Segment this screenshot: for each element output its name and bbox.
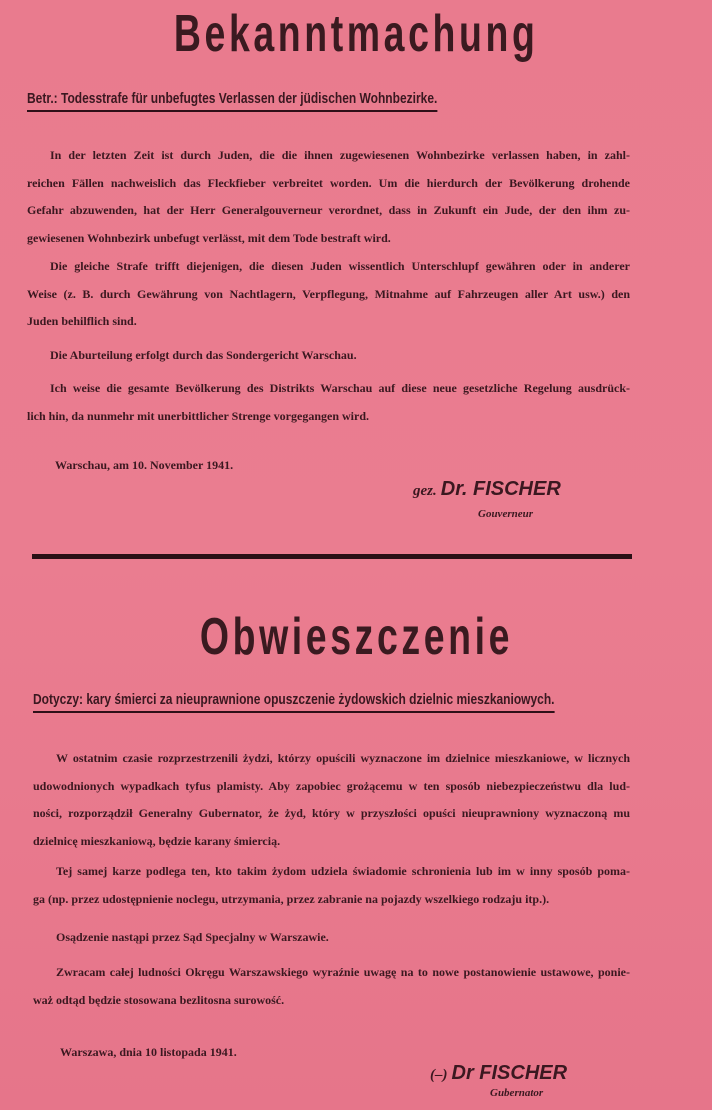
text-line: In der letzten Zeit ist durch Juden, die die ihnen zugewiesenen Wohnbezirke verlassen haben, in zahl- [50, 148, 630, 162]
german-signature: gez. Dr. FISCHER [413, 478, 561, 500]
german-paragraph-4 [27, 375, 630, 430]
german-date: Warschau, am 10. November 1941. [55, 458, 234, 472]
text-line: udowodnionych wypadkach tyfus plamisty. Aby zapobiec grożącemu w ten sposób niebezpieczeństwu dla lud- [33, 778, 630, 793]
text-line: ga (np. przez udostępnienie noclegu, utrzymania, przez zabranie na pojazdy wszelkiego rodzaju itp.). [33, 891, 550, 906]
german-subject: Betr.: Todesstrafe für unbefugtes Verlassen der jüdischen Wohnbezirke. [27, 90, 437, 112]
polish-paragraph-4 [33, 959, 630, 1014]
text-line: Gefahr abzuwenden, hat der Herr Generalgouverneur verordnet, dass in Zukunft ein Jude, der den ihm zu- [27, 203, 630, 217]
text-line: waż odtąd będzie stosowana bezlitosna surowość. [33, 992, 285, 1007]
text-line: Tej samej karze podlega ten, kto takim żydom udziela świadomie schronienia lub im w inny sposób poma- [56, 864, 630, 878]
text-line: lich hin, da nunmehr mit unerbittlicher Strenge vorgegangen wird. [27, 408, 370, 423]
section-divider [32, 554, 632, 559]
text-line: Zwracam całej ludności Okręgu Warszawskiego wyraźnie uwagę na to nowe postanowienie ustawowe, ponie- [56, 965, 630, 979]
polish-paragraph-2 [33, 858, 630, 913]
text-line: dzielnicę mieszkaniową, będzie karany śmiercią. [33, 833, 281, 848]
polish-signature-role: Gubernator [490, 1087, 544, 1099]
text-line: Osądzenie nastąpi przez Sąd Specjalny w Warszawie. [56, 930, 329, 944]
polish-subject: Dotyczy: kary śmierci za nieuprawnione opuszczenie żydowskich dzielnic mieszkaniowych. [33, 691, 555, 713]
text-line: Weise (z. B. durch Gewährung von Nachtlagern, Verpflegung, Mitnahme auf Fahrzeugen aller Art usw.) den [27, 286, 630, 301]
text-line: Die Aburteilung erfolgt durch das Sondergericht Warschau. [50, 348, 357, 362]
german-signature-role: Gouverneur [478, 508, 534, 520]
text-line: ności, rozporządził Generalny Gubernator, że żyd, który w przyszłości opuści nieuprawniony wyznaczoną mu [33, 806, 630, 820]
text-line: Juden behilflich sind. [27, 314, 137, 328]
text-line: Die gleiche Strafe trifft diejenigen, die diesen Juden wissentlich Unterschlupf gewähren oder in anderer [50, 259, 630, 273]
polish-date: Warszawa, dnia 10 listopada 1941. [60, 1045, 237, 1059]
german-paragraph-3 [27, 342, 630, 370]
german-paragraph-2 [27, 253, 630, 336]
german-paragraph-1 [27, 142, 630, 252]
polish-paragraph-3 [33, 924, 630, 952]
polish-paragraph-1 [33, 745, 630, 855]
polish-title: Obwieszczenie [199, 608, 513, 666]
text-line: W ostatnim czasie rozprzestrzenili żydzi, którzy opuścili wyznaczone im dzielnice mieszkaniowe, w licznych [56, 751, 630, 765]
polish-signature: (–) Dr FISCHER [430, 1062, 568, 1084]
text-line: reichen Fällen nachweislich das Fleckfieber verbreitet worden. Um die hierdurch der Bevölkerung drohende [27, 175, 630, 190]
text-line: gewiesenen Wohnbezirk unbefugt verlässt, mit dem Tode bestraft wird. [27, 230, 391, 245]
text-line: Ich weise die gesamte Bevölkerung des Distrikts Warschau auf diese neue gesetzliche Regelung ausdrück- [50, 381, 630, 395]
german-title: Bekanntmachung [173, 5, 539, 63]
